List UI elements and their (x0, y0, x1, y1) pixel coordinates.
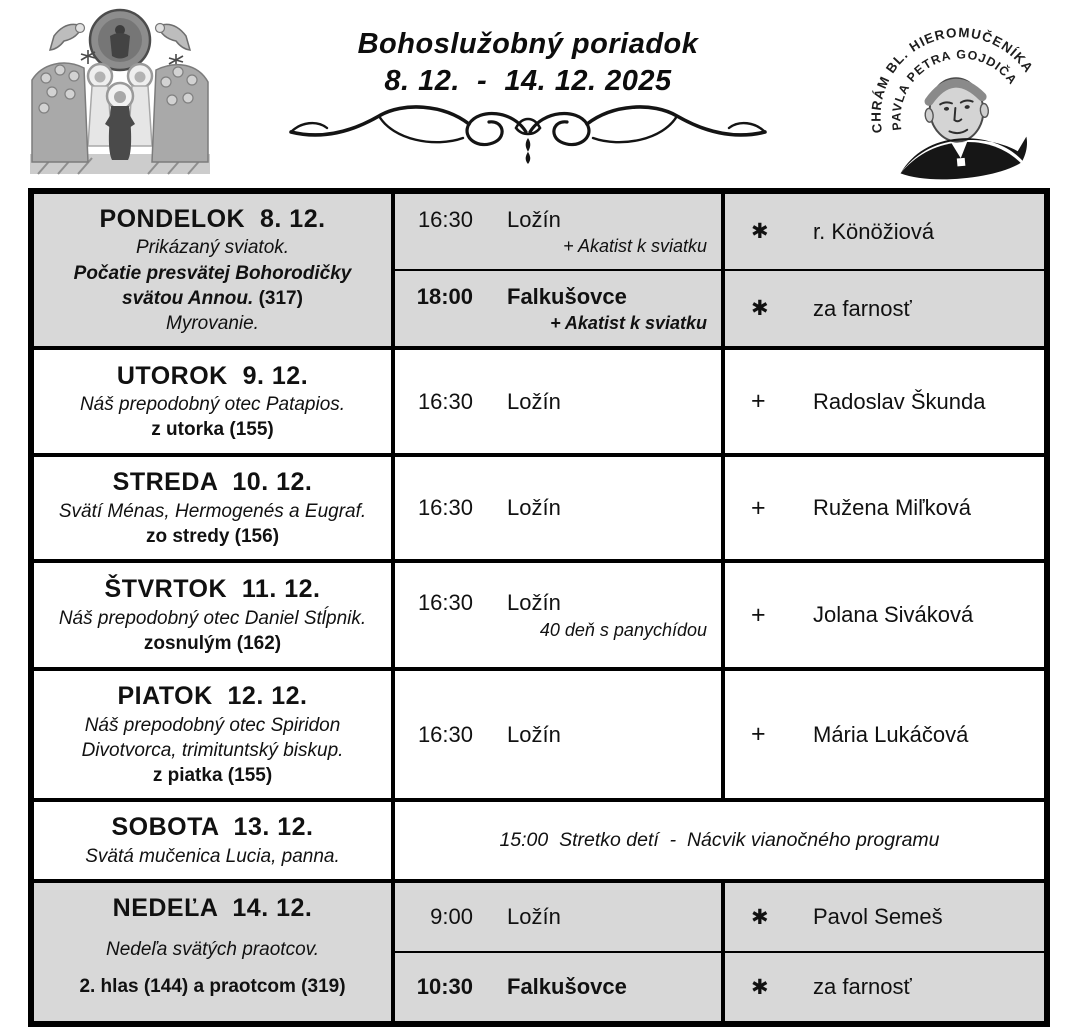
service-place: Ložín (507, 590, 561, 616)
day-title: UTOROK 9. 12. (116, 361, 309, 390)
asterisk-symbol: ✱ (751, 905, 769, 929)
service-place: Falkušovce (507, 974, 627, 1000)
parish-stamp (866, 8, 1046, 186)
flourish-divider-icon (285, 102, 771, 164)
row-friday (31, 669, 1047, 800)
day-title: SOBOTA 13. 12. (111, 813, 314, 842)
service-time: 10:30 (416, 974, 473, 1000)
saturday-day-cell (31, 800, 393, 881)
thursday-day-cell (31, 561, 393, 669)
intention-name: Radoslav Škunda (813, 388, 986, 414)
service-cell (393, 455, 723, 561)
day-note: Prikázaný sviatok. (135, 237, 290, 259)
cross-symbol: + (751, 720, 766, 748)
intention-cell (723, 669, 1047, 800)
service-time: 18:00 (416, 283, 473, 309)
day-title: PIATOK 12. 12. (117, 682, 308, 711)
service-time: 9:00 (430, 904, 473, 930)
row-saturday (31, 800, 1047, 881)
tuesday-day-cell (31, 348, 393, 455)
intention-name: za farnosť (813, 974, 912, 999)
day-extra: Myrovanie. (166, 312, 259, 334)
service-time: 16:30 (417, 206, 473, 232)
intention-cell (723, 348, 1047, 455)
service-cell (393, 270, 723, 348)
row-monday (31, 191, 1047, 270)
service-cell (393, 952, 723, 1024)
service-cell (393, 669, 723, 800)
stamp-portrait (893, 73, 1030, 184)
service-cell (393, 191, 723, 270)
schedule-table (28, 188, 1050, 1027)
service-place: Ložín (507, 388, 561, 414)
intention-cell (723, 561, 1047, 669)
stamp-outer-text: CHRÁM BL. HIEROMUČENÍKA (868, 24, 1037, 135)
row-tuesday (31, 348, 1047, 455)
feast-name: Počatie presvätej Bohorodičky svätou Annou. (317) (73, 262, 352, 309)
row-thursday (31, 561, 1047, 669)
cross-symbol: + (751, 493, 766, 522)
feast-name: Nedeľa svätých praotcov. (105, 938, 320, 960)
wednesday-day-cell (31, 455, 393, 561)
feast-name: Náš prepodobný otec Patapios. (79, 394, 346, 416)
intention-name: za farnosť (813, 295, 912, 321)
liturgical-ref: z piatka (155) (152, 764, 273, 786)
liturgical-ref: zo stredy (156) (145, 525, 280, 547)
asterisk-symbol: ✱ (751, 975, 769, 999)
row-sunday (31, 881, 1047, 952)
service-cell (393, 348, 723, 455)
saturday-event-cell: 15:00 Stretko detí - Nácvik vianočného programu (393, 800, 1047, 881)
intention-cell (723, 270, 1047, 348)
service-note: + Akatist k sviatku (550, 313, 707, 334)
service-place: Ložín (507, 721, 561, 747)
intention-name: Ružena Miľková (813, 495, 972, 520)
service-time: 16:30 (417, 721, 473, 747)
friday-day-cell (31, 669, 393, 800)
cross-symbol: + (751, 387, 766, 415)
feast-name: Náš prepodobný otec Daniel Stĺpnik. (58, 607, 367, 629)
sunday-day-cell (31, 881, 393, 1024)
stamp-inner-text: PAVLA PETRA GOJDIČA (889, 47, 1021, 132)
service-cell (393, 881, 723, 952)
page-date-range: 8. 12. - 14. 12. 2025 (384, 65, 672, 98)
title-block (268, 26, 788, 164)
service-time: 16:30 (417, 388, 473, 414)
day-title: STREDA 10. 12. (112, 468, 313, 497)
service-place: Ložín (507, 904, 561, 930)
service-note: + Akatist k sviatku (563, 236, 707, 257)
liturgical-ref: z utorka (155) (151, 419, 274, 441)
page-title: Bohoslužobný poriadok (357, 28, 699, 60)
feast-name: Svätá mučenica Lucia, panna. (85, 845, 340, 867)
service-time: 16:30 (417, 495, 473, 521)
service-time: 16:30 (417, 590, 473, 616)
page-header (0, 0, 1074, 188)
row-wednesday (31, 455, 1047, 561)
day-title: ŠTVRTOK 11. 12. (104, 575, 321, 604)
intention-cell (723, 881, 1047, 952)
intention-name: Jolana Siváková (813, 602, 974, 627)
intention-name: Mária Lukáčová (813, 721, 969, 747)
intention-cell (723, 191, 1047, 270)
day-title: PONDELOK 8. 12. (99, 205, 326, 234)
service-cell (393, 561, 723, 669)
service-place: Falkušovce (507, 283, 627, 309)
monday-day-cell (31, 191, 393, 348)
day-title: NEDEĽA 14. 12. (112, 894, 313, 923)
feast-name: Náš prepodobný otec Spiridon Divotvorca, trimituntský biskup. (81, 714, 344, 761)
service-place: Ložín (507, 206, 561, 232)
asterisk-symbol: ✱ (751, 220, 769, 243)
feast-name: Svätí Ménas, Hermogenés a Eugraf. (58, 500, 367, 522)
intention-cell (723, 952, 1047, 1024)
liturgical-ref: 2. hlas (144) a praotcom (319) (79, 975, 346, 997)
intention-name: Pavol Semeš (813, 904, 943, 929)
service-place: Ložín (507, 495, 561, 521)
liturgical-ref: zosnulým (162) (143, 632, 282, 654)
feast-icon-image (24, 6, 216, 178)
intention-name: r. Könöžiová (813, 218, 935, 244)
cross-symbol: + (751, 600, 766, 629)
intention-cell (723, 455, 1047, 561)
service-note: 40 deň s panychídou (539, 619, 707, 640)
asterisk-symbol: ✱ (751, 297, 769, 320)
